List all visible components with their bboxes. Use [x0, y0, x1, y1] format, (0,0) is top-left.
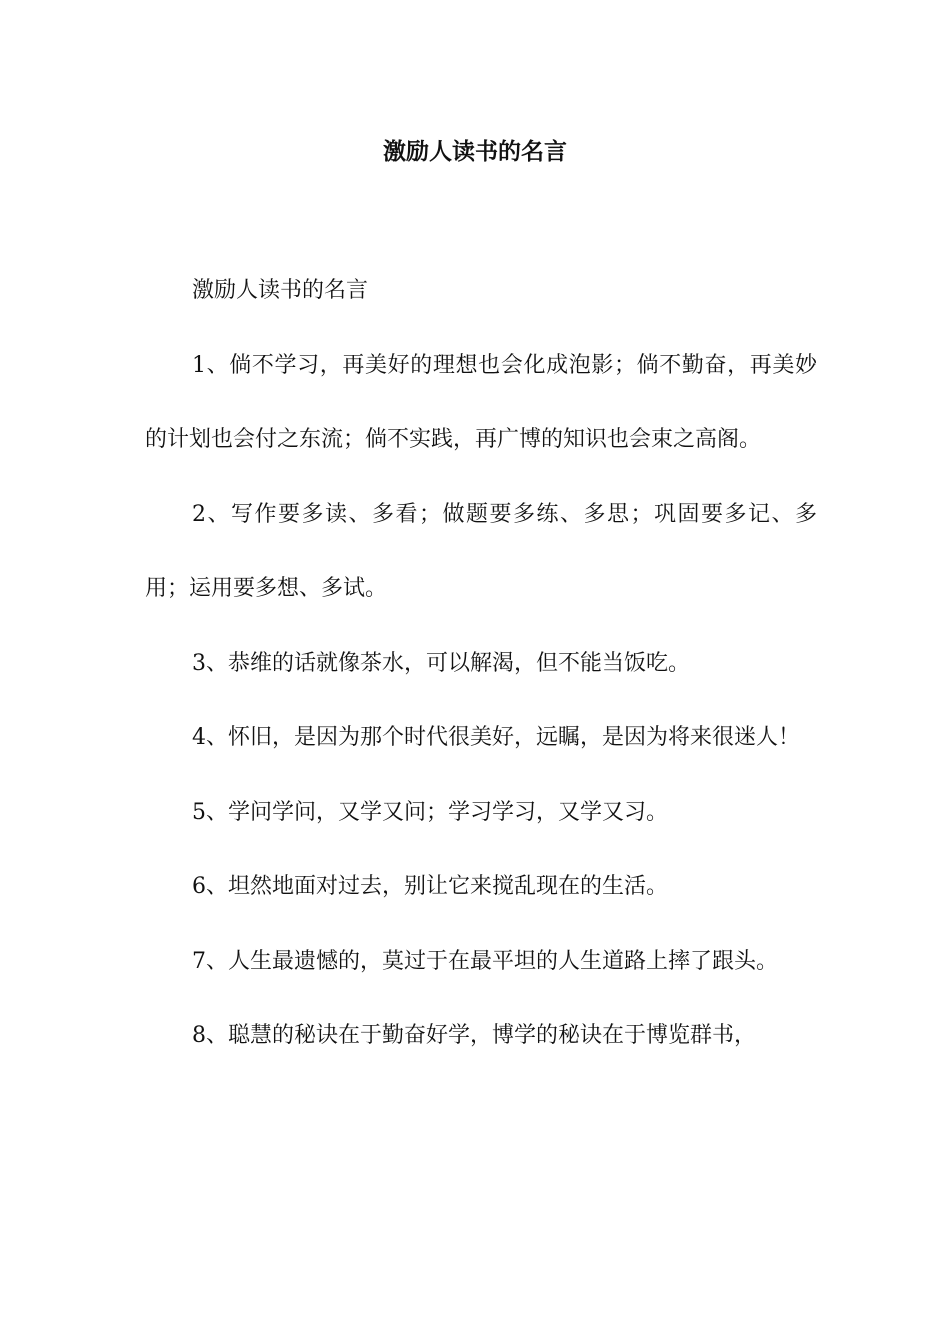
paragraph-quote-1: 1、倘不学习，再美好的理想也会化成泡影；倘不勤奋，再美妙的计划也会付之东流；倘不实践，再广博的知识也会束之高阁。	[145, 352, 817, 452]
paragraph-subtitle: 激励人读书的名言	[192, 278, 369, 303]
paragraph-quote-2: 2、写作要多读、多看；做题要多练、多思；巩固要多记、多用；运用要多想、多试。	[145, 501, 817, 601]
paragraph-quote-4: 4、怀旧，是因为那个时代很美好，远瞩，是因为将来很迷人！	[192, 725, 800, 750]
document-title: 激励人读书的名言	[383, 138, 567, 165]
document-body	[145, 254, 817, 1074]
paragraph-quote-5: 5、学问学问，又学又问；学习学习，又学又习。	[192, 799, 668, 825]
paragraph-quote-8: 8、聪慧的秘诀在于勤奋好学，博学的秘诀在于博览群书，	[192, 1023, 756, 1048]
paragraph-quote-6: 6、坦然地面对过去，别让它来搅乱现在的生活。	[192, 874, 668, 899]
paragraph-quote-7: 7、人生最遗憾的，莫过于在最平坦的人生道路上摔了跟头。	[192, 948, 778, 974]
paragraph-quote-3: 3、恭维的话就像茶水，可以解渴，但不能当饭吃。	[192, 650, 690, 676]
